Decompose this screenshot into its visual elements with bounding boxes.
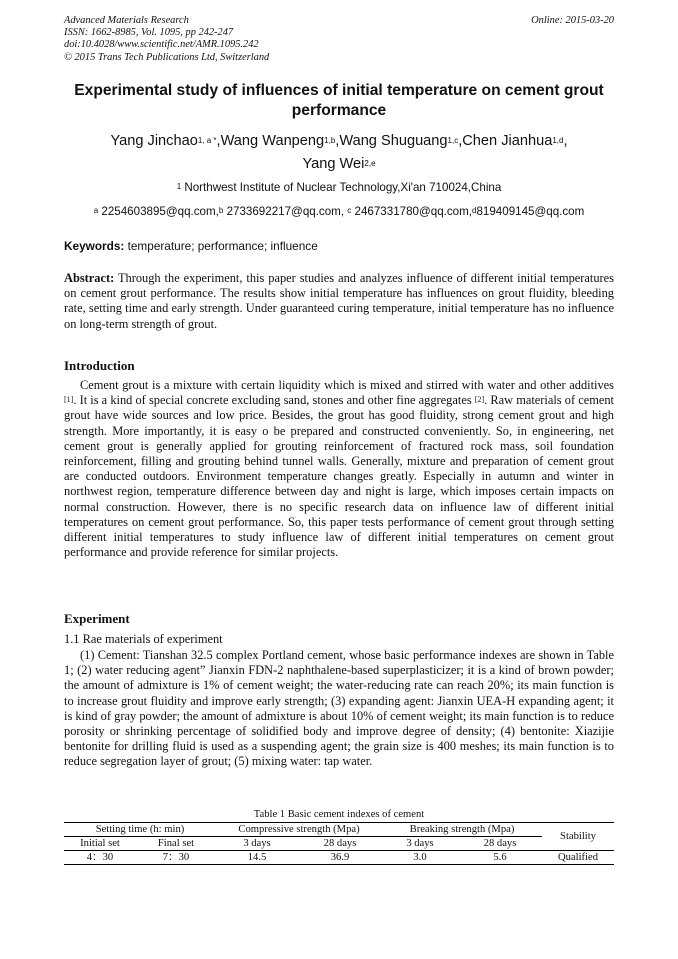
online-date: Online: 2015-03-20 [531, 15, 614, 26]
introduction-text: . It is a kind of special concrete excluding sand, stones and other fine aggregates [73, 393, 475, 408]
author-name: Yang Jinchao [110, 133, 198, 149]
table-cell: 7：30 [136, 851, 216, 865]
experiment-heading: Experiment [64, 611, 130, 626]
keywords-label: Keywords: [64, 239, 125, 253]
affiliation [60, 181, 618, 195]
author-sup: 2,e [364, 159, 376, 168]
table-sub-header: Initial set [64, 837, 136, 851]
keywords [64, 239, 318, 253]
journal-meta [64, 15, 269, 64]
table-row [64, 851, 614, 865]
table-group-header: Stability [542, 823, 614, 851]
author-sup: 1, a * [197, 136, 217, 145]
affiliation-sup: 1 [176, 182, 182, 191]
author-sup: 1,b [324, 136, 336, 145]
author-sup: 1,c [447, 136, 459, 145]
email-link[interactable]: 2733692217@qq.com, [223, 205, 348, 218]
table-sub-header: 28 days [458, 837, 542, 851]
email-sup: c [347, 206, 352, 215]
table-sub-header: 28 days [298, 837, 382, 851]
email-list [60, 205, 618, 219]
introduction-text: . Raw materials of cement grout have wide sources and low price. Besides, the grout has good fluidity, strong cement grout and high strength. More importantly, it is easy o be prepared and constructed conveniently. So, in engineering, net cement grout is generally applied for grouting reinforcement of fractured rock mass, soil foundation reinforcement, filling and grouting behind tunnel walls. Generally, mixture and preparation of cement grout are conducted outdoors. Environment temperature changes greatly. Especially in autumn and winter in northwest region, temperature difference between day and night is large, which imposes certain impacts on normal construction. However, there is no specific research data on influence law of different initial temperatures on cement grout performance. So, this paper tests performance of cement grout through setting different initial temperatures to study influence law of different initial temperatures on cement grout performance and provide reference for similar projects. [64, 393, 614, 560]
table-sub-header: 3 days [216, 837, 298, 851]
email-link[interactable]: 2467331780@qq.com, [351, 205, 472, 218]
table-cell: 4：30 [64, 851, 136, 865]
author-name: Wang Shuguang [339, 133, 448, 149]
abstract-label: Abstract: [64, 271, 115, 285]
introduction-body [64, 378, 614, 560]
introduction-text: Cement grout is a mixture with certain liquidity which is mixed and stirred with water and other additives [80, 378, 614, 392]
author-sup: 1,d [552, 136, 564, 145]
table-group-header: Setting time (h: min) [64, 823, 216, 837]
author-name: Chen Jianhua [462, 133, 553, 149]
journal-name: Advanced Materials Research [64, 15, 189, 26]
author-name: Yang Wei [302, 156, 365, 172]
email-sup: a [93, 206, 99, 215]
affiliation-text: Northwest Institute of Nuclear Technology,Xi'an 710024,China [181, 181, 502, 194]
email-link[interactable]: 2254603895@qq.com, [98, 205, 219, 218]
citation: [2] [474, 395, 485, 405]
subsection-title: 1.1 Rae materials of experiment [64, 632, 223, 646]
citation: [1] [64, 395, 74, 405]
table-cell: 3.0 [382, 851, 458, 865]
abstract-text: Through the experiment, this paper studies and analyzes influence of different initial temperatures on cement grout performance. The results show initial temperature has influences on grout fluidity, bleeding rate, setting time and early strength. Under guaranteed curing temperature, initial temperature has no influence on long-term strength of grout. [64, 271, 614, 331]
table-group-header: Breaking strength (Mpa) [382, 823, 542, 837]
table-cell: 5.6 [458, 851, 542, 865]
keywords-text: temperature; performance; influence [124, 239, 318, 253]
email-sup: d [472, 206, 477, 215]
table-sub-header-row [64, 837, 614, 851]
author-list: Yang Jinchao$^{1, a *}$,Wang Wanpeng$^{1,b}$,Wang Shuguang$^{1,c}$,Chen Jianhua$^{1,d}$, Yang Wei$^{2,e}$ [110, 133, 568, 172]
paper-title: Experimental study of influences of initial temperature on cement grout performance [74, 82, 604, 119]
table-sub-header: 3 days [382, 837, 458, 851]
issn: ISSN: 1662-8985, Vol. 1095, pp 242-247 [64, 27, 234, 39]
cement-index-table [64, 822, 614, 865]
introduction-heading: Introduction [64, 358, 135, 373]
table-sub-header: Final set [136, 837, 216, 851]
abstract [64, 271, 614, 332]
table-group-header-row [64, 823, 614, 837]
table-cell: 36.9 [298, 851, 382, 865]
copyright: © 2015 Trans Tech Publications Ltd, Switzerland [64, 51, 270, 63]
email-sup: b [218, 206, 224, 215]
table-group-header: Compressive strength (Mpa) [216, 823, 382, 837]
email-link[interactable]: 819409145@qq.com [476, 205, 585, 218]
author-name: Wang Wanpeng [220, 133, 325, 149]
table-cell: Qualified [542, 851, 614, 865]
table-caption: Table 1 Basic cement indexes of cement [253, 809, 425, 820]
experiment-body: (1) Cement: Tianshan 32.5 complex Portland cement, whose basic performance indexes are shown in Table 1; (2) water reducing agent” Jianxin FDN-2 naphthalene-based superplasticizer; it is a kind of brown powder; the amount of admixture is 1% of cement weight; the water-reducing rate can reach 20%; its main function is to increase grout fluidity and improve early strength; (3) expanding agent: Jianxin UEA-H expanding agent; it is kind of gray powder; the amount of admixture is about 10% of cement weight; its main function is to reduce porosity or shrinking percentage of solidified body and improve degree of density; (4) bentonite: Xiazijie bentonite for drilling fluid is used as a suspending agent; the grain size is 400 meshes; its main function is to reduce segregation layer of grout; (5) mixing water: tap water. [64, 648, 614, 769]
doi: doi:10.4028/www.scientific.net/AMR.1095.242 [64, 39, 259, 51]
table-cell: 14.5 [216, 851, 298, 865]
